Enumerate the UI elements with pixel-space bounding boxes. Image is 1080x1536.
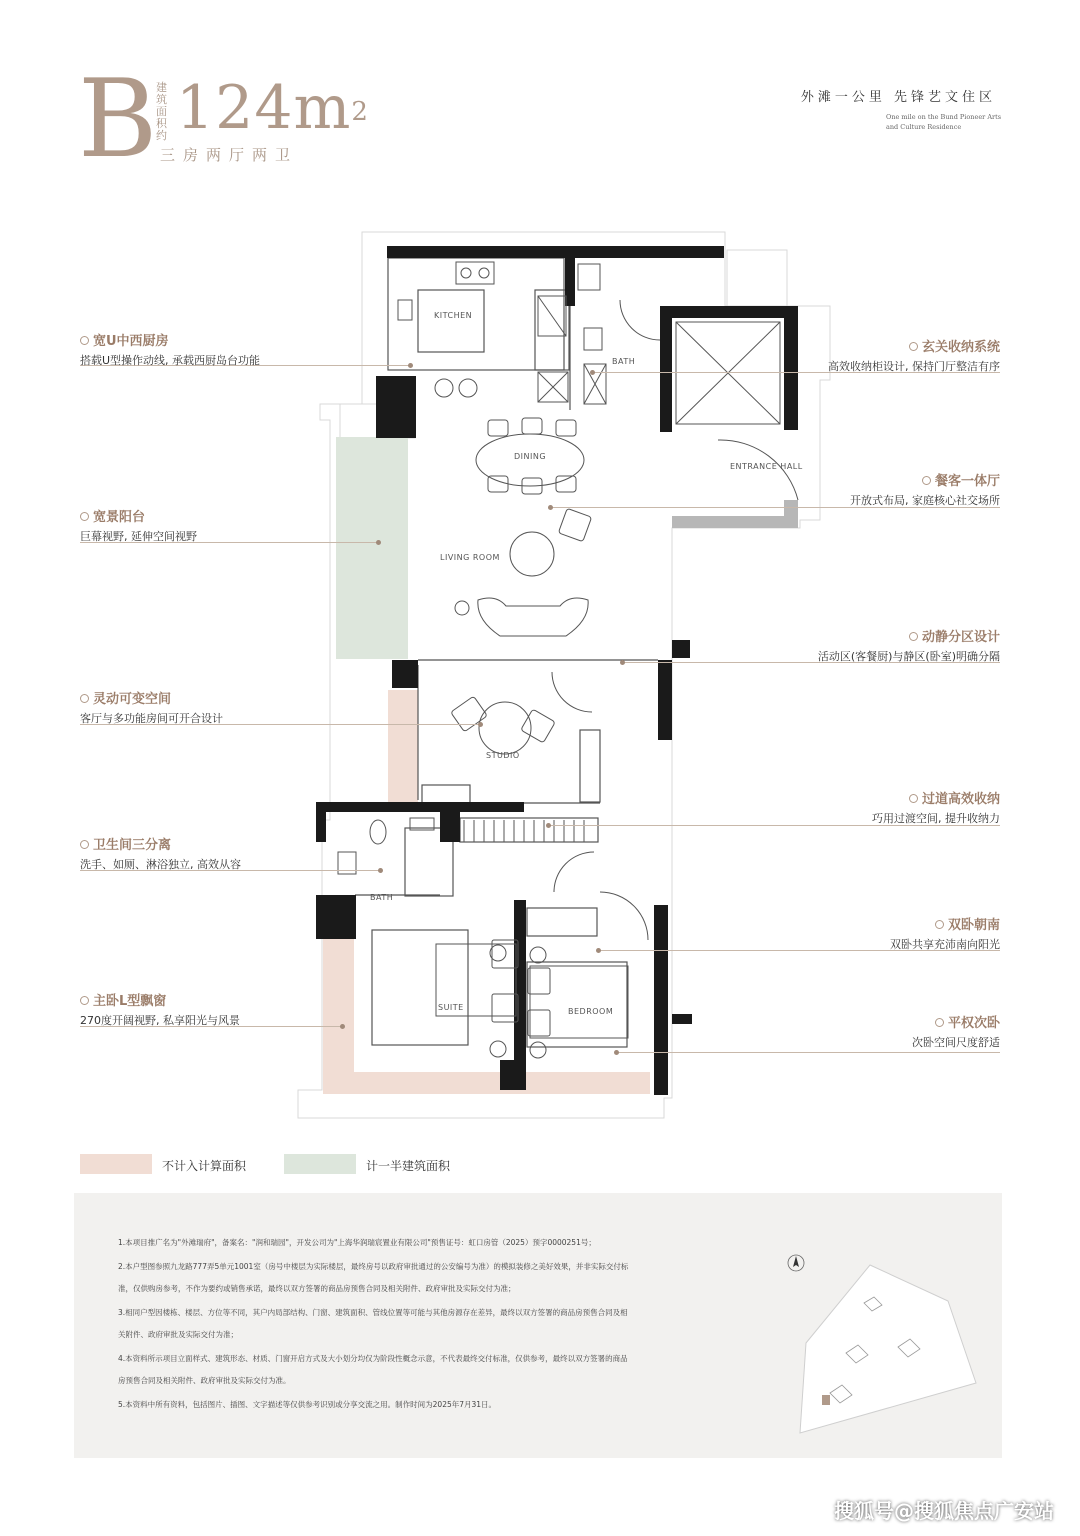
callout-marker-icon	[909, 342, 918, 351]
bay-window-area	[388, 690, 418, 802]
callout-title: 卫生间三分离	[93, 838, 172, 853]
pointer-dot	[614, 1050, 619, 1055]
pointer-dot	[590, 370, 595, 375]
room-label-living-room: LIVING ROOM	[440, 553, 500, 562]
legend-label-excluded: 不计入计算面积	[162, 1159, 247, 1173]
callout-marker-icon	[80, 840, 89, 849]
note-line: 3.相同户型因楼栋、楼层、方位等不同，其户内局部结构、门窗、建筑面积、管线位置等可能与其他房源存在差异，最终以双方签署的商品房预售合同及相	[118, 1308, 628, 1317]
note-line: 4.本资料所示项目立面样式、建筑形态、材质、门窗开启方式及大小划分均仅为阶段性概念示意，不代表最终交付标准，仅供参考，最终以双方签署的商品	[118, 1354, 628, 1363]
note-line: 准，仅供购房参考，不作为要约或销售承诺，最终以双方签署的商品房预售合同及相关附件、政府审批及实际交付为准；	[118, 1284, 516, 1293]
callout-desc: 双卧共享充沛南向阳光	[890, 938, 1000, 951]
area-label: 建筑面积约	[156, 81, 167, 142]
callout-desc: 搭载U型操作动线, 承载西厨岛台功能	[80, 354, 261, 367]
note-line: 房预售合同及相关附件、政府审批及实际交付为准。	[118, 1376, 291, 1385]
legend-label-half: 计一半建筑面积	[366, 1159, 451, 1173]
disclaimer-notes	[74, 1193, 1002, 1458]
balcony-area	[336, 437, 408, 659]
callout-title: 双卧朝南	[947, 918, 1000, 933]
note-line: 5.本资料中所有资料，包括图片、插图、文字描述等仅供参考识别或分享交流之用。制作时间为2025年7月31日。	[118, 1400, 497, 1409]
area-number: 124m	[176, 73, 352, 143]
callout-marker-icon	[80, 694, 89, 703]
pointer-dot	[478, 722, 483, 727]
callout-kitchen	[80, 330, 260, 368]
callout-desc: 巨幕视野, 延伸空间视野	[80, 530, 197, 543]
callout-title: 餐客一体厅	[934, 474, 1000, 489]
note-line: 1.本项目推广名为"外滩瑞府"，备案名："润和瑞园"，开发公司为"上海华润瑞宸置业有限公司"预售证号：虹口房管（2025）预字0000251号；	[118, 1238, 596, 1247]
callout-title: 宽景阳台	[93, 510, 146, 525]
callout-storage	[828, 336, 1000, 374]
callout-zoning	[818, 626, 1000, 664]
callout-title: 主卧L型飘窗	[93, 994, 167, 1009]
legend-swatch-half	[284, 1154, 356, 1174]
callout-title: 过道高效收纳	[921, 792, 1000, 807]
callout-title: 灵动可变空间	[93, 692, 172, 707]
callout-corridor-storage	[872, 788, 1000, 826]
callout-desc: 高效收纳柜设计, 保持门厅整洁有序	[828, 360, 1000, 373]
callout-marker-icon	[909, 794, 918, 803]
pointer-dot	[546, 823, 551, 828]
note-line: 关附件、政府审批及实际交付为准；	[118, 1330, 238, 1339]
room-label-kitchen: KITCHEN	[434, 311, 473, 320]
room-label-dining: DINING	[514, 452, 547, 461]
callout-desc: 客厅与多功能房间可开合设计	[80, 712, 223, 725]
pointer-dot	[408, 363, 413, 368]
site-plan-map	[780, 1243, 990, 1443]
callout-marker-icon	[922, 476, 931, 485]
room-label-entrance-hall: ENTRANCE HALL	[730, 462, 803, 471]
callout-second-bedroom	[912, 1012, 1000, 1050]
callout-desc: 270度开阔视野, 私享阳光与风景	[80, 1014, 240, 1027]
area-unit-sup: 2	[351, 97, 369, 127]
room-label-suite: SUITE	[438, 1003, 464, 1012]
callout-balcony	[80, 506, 197, 544]
compass-icon	[788, 1255, 804, 1271]
leader-line	[616, 1052, 1000, 1053]
legend-swatch-excluded	[80, 1154, 152, 1174]
callout-marker-icon	[909, 632, 918, 641]
callout-marker-icon	[935, 920, 944, 929]
callout-desc: 巧用过渡空间, 提升收纳力	[872, 812, 1000, 825]
unit-letter: B	[78, 57, 158, 182]
watermark: 搜狐号@搜狐焦点广安站	[834, 1499, 1054, 1523]
pointer-dot	[376, 540, 381, 545]
callout-desc: 次卧空间尺度舒适	[912, 1036, 1000, 1049]
callout-marker-icon	[80, 512, 89, 521]
room-label-bath-2: BATH	[370, 893, 394, 902]
room-label-bath: BATH	[612, 357, 636, 366]
note-line: 2.本户型图参照九龙路777弄5单元1001室（房号中楼层为实际楼层，最终房号以政府审批通过的公安编号为准）的模拟装修之美好效果，并非实际交付标	[118, 1262, 629, 1271]
callout-title: 宽U中西厨房	[93, 334, 169, 349]
callout-bay-window	[80, 990, 240, 1028]
callout-south-bedrooms	[890, 914, 1000, 952]
callout-title: 玄关收纳系统	[921, 340, 1000, 355]
callout-marker-icon	[80, 996, 89, 1005]
pointer-dot	[548, 505, 553, 510]
callout-dining-living	[850, 470, 1000, 508]
pointer-dot	[340, 1024, 345, 1029]
pointer-dot	[378, 868, 383, 873]
pointer-dot	[596, 948, 601, 953]
tagline-english: One mile on the Bund Pioneer Arts and Culture Residence	[886, 113, 1002, 131]
callout-desc: 洗手、如厕、淋浴独立, 高效从容	[80, 858, 241, 871]
room-label-bedroom: BEDROOM	[568, 1007, 614, 1016]
callout-desc: 活动区(客餐厨)与静区(卧室)明确分隔	[817, 650, 1000, 663]
room-label-studio: STUDIO	[486, 751, 520, 760]
callout-desc: 开放式布局, 家庭核心社交场所	[850, 494, 1000, 507]
layout-type: 三房两厅两卫	[160, 146, 299, 164]
callout-marker-icon	[935, 1018, 944, 1027]
callout-marker-icon	[80, 336, 89, 345]
callout-flexible-space	[80, 688, 223, 726]
pointer-dot	[620, 660, 625, 665]
callout-bathroom	[80, 834, 241, 872]
tagline: 外滩一公里 先锋艺文住区	[800, 90, 996, 105]
callout-title: 平权次卧	[947, 1016, 1000, 1031]
callout-title: 动静分区设计	[921, 630, 1000, 645]
